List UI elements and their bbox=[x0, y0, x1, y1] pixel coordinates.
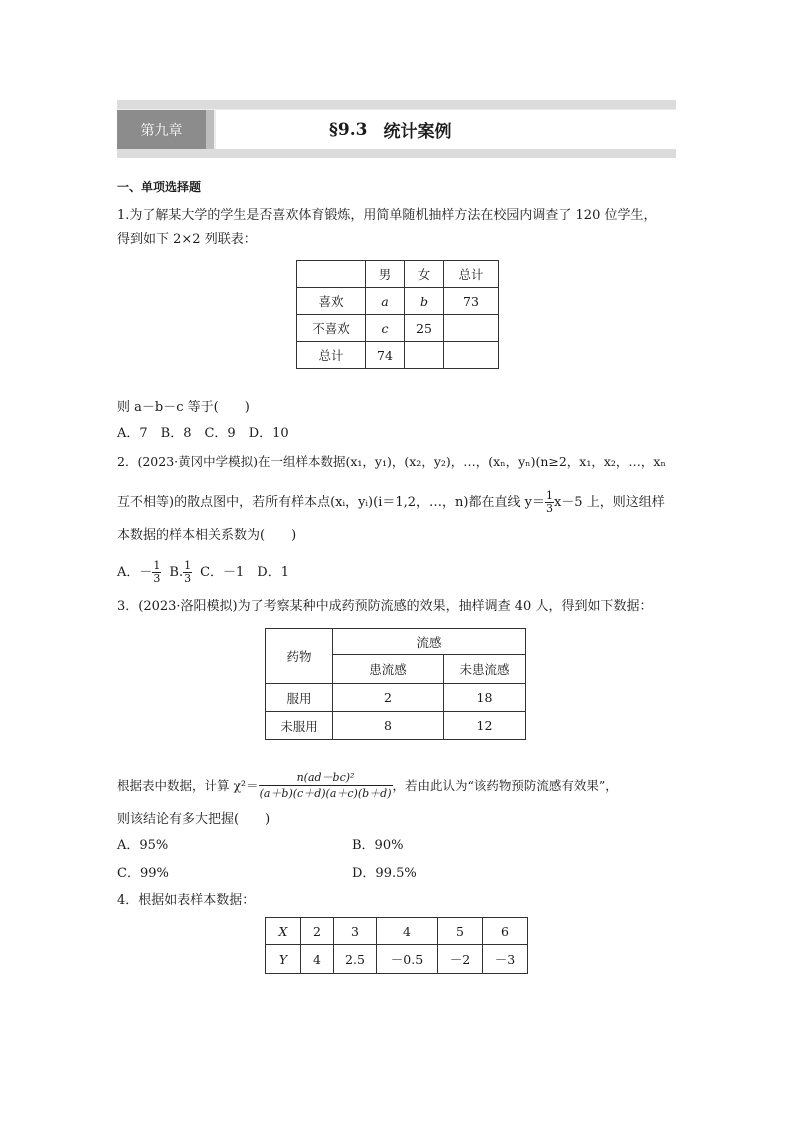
q2-options-cd: C．－1 D．1 bbox=[200, 564, 289, 580]
table-cell: 患流感 bbox=[333, 655, 444, 684]
table-cell bbox=[405, 342, 444, 369]
table-cell: X bbox=[266, 918, 301, 945]
table-cell: 5 bbox=[438, 918, 483, 945]
q2-text-line3: 本数据的样本相关系数为( ) bbox=[117, 528, 297, 543]
q3-option-c: C．99% bbox=[117, 866, 169, 881]
table-row bbox=[297, 261, 499, 288]
q2-text-line2 bbox=[117, 490, 665, 515]
q3-data-table bbox=[265, 628, 526, 740]
table-cell: 女 bbox=[405, 261, 444, 288]
table-cell: －3 bbox=[483, 945, 528, 974]
table-cell: 25 bbox=[405, 315, 444, 342]
table-cell: 2.5 bbox=[334, 945, 377, 974]
table-row bbox=[297, 342, 499, 369]
table-row bbox=[297, 315, 499, 342]
table-row bbox=[266, 629, 526, 655]
table-cell bbox=[444, 315, 499, 342]
chapter-tab: 第九章 bbox=[117, 110, 206, 149]
section-title: 统计案例 bbox=[383, 122, 452, 142]
q1-contingency-table bbox=[296, 260, 499, 369]
table-cell: 服用 bbox=[266, 684, 333, 712]
table-cell: 喜欢 bbox=[297, 288, 366, 315]
q3-text-line1: 3．(2023·洛阳模拟)为了考察某种中成药预防流感的效果，抽样调查 40 人，得到如下数据： bbox=[117, 599, 653, 614]
table-cell: 18 bbox=[444, 684, 526, 712]
q3-formula-prefix: 根据表中数据，计算 χ²＝ bbox=[117, 777, 259, 793]
table-cell: 12 bbox=[444, 712, 526, 740]
q2-options bbox=[117, 560, 289, 585]
q4-text-line1: 4．根据如表样本数据： bbox=[117, 893, 256, 908]
table-cell: 2 bbox=[301, 918, 334, 945]
q3-formula-line bbox=[117, 770, 618, 801]
section-number: §9.3 bbox=[329, 119, 368, 140]
q2-option-b-fraction: $\frac{1}{3}$ bbox=[184, 559, 192, 585]
q3-option-a: A．95% bbox=[117, 838, 169, 853]
q3-formula-suffix: ，若由此认为“该药物预防流感有效果”， bbox=[392, 777, 618, 793]
chi-square-formula: $\frac{\text{n(ad－bc)²}}{(a+b)(c+d)(a+c)(b+d)}$ bbox=[259, 771, 392, 800]
table-cell bbox=[444, 342, 499, 369]
table-cell: a bbox=[366, 288, 405, 315]
table-cell: 总计 bbox=[444, 261, 499, 288]
table-cell: 男 bbox=[366, 261, 405, 288]
q2-text-line1: 2．(2023·黄冈中学模拟)在一组样本数据(x₁，y₁)，(x₂，y₂)，…，(xₙ，yₙ)(n≥2，x₁，x₂，…，xₙ bbox=[117, 454, 666, 469]
table-cell: 4 bbox=[301, 945, 334, 974]
chapter-tab-shadow bbox=[206, 110, 214, 149]
table-cell: 药物 bbox=[266, 629, 333, 684]
table-cell: 8 bbox=[333, 712, 444, 740]
table-cell: －0.5 bbox=[377, 945, 438, 974]
table-cell: 不喜欢 bbox=[297, 315, 366, 342]
table-cell: 未服用 bbox=[266, 712, 333, 740]
q2-option-a-label: A．－ bbox=[117, 564, 153, 580]
table-cell: 4 bbox=[377, 918, 438, 945]
table-cell: 总计 bbox=[297, 342, 366, 369]
table-row bbox=[266, 684, 526, 712]
q1-text-line1: 1.为了解某大学的学生是否喜欢体育锻炼，用简单随机抽样方法在校园内调查了 120 位学生， bbox=[117, 208, 657, 223]
table-cell: c bbox=[366, 315, 405, 342]
q1-question: 则 a－b－c 等于( ) bbox=[117, 400, 250, 415]
q3-question: 则该结论有多大把握( ) bbox=[117, 812, 271, 827]
q2-text-part-b: x－5 上，则这组样 bbox=[553, 494, 665, 510]
table-row bbox=[266, 918, 528, 945]
table-cell: 流感 bbox=[333, 629, 526, 655]
q2-option-a-fraction: $\frac{1}{3}$ bbox=[153, 559, 161, 585]
table-cell bbox=[297, 261, 366, 288]
table-cell: 2 bbox=[333, 684, 444, 712]
table-cell: 3 bbox=[334, 918, 377, 945]
page-title bbox=[216, 110, 676, 149]
q3-option-b: B．90% bbox=[352, 838, 404, 853]
q2-fraction: $\frac{1}{3}$ bbox=[545, 489, 553, 515]
table-cell: 6 bbox=[483, 918, 528, 945]
q4-sample-table bbox=[265, 917, 528, 974]
table-row bbox=[266, 712, 526, 740]
table-cell: b bbox=[405, 288, 444, 315]
table-row bbox=[266, 945, 528, 974]
q1-text-line2: 得到如下 2×2 列联表： bbox=[117, 232, 257, 247]
q1-options: A．7 B．8 C．9 D．10 bbox=[117, 426, 289, 441]
q3-option-d: D．99.5% bbox=[352, 866, 417, 881]
table-cell: 未患流感 bbox=[444, 655, 526, 684]
table-cell: 73 bbox=[444, 288, 499, 315]
header-top-stripe bbox=[117, 100, 676, 109]
section-heading: 一、单项选择题 bbox=[117, 180, 202, 194]
table-cell: 74 bbox=[366, 342, 405, 369]
q2-text-part-a: 互不相等)的散点图中，若所有样本点(xᵢ，yᵢ)(i＝1,2，…，n)都在直线 y＝ bbox=[117, 494, 545, 510]
header-bottom-stripe bbox=[117, 149, 676, 158]
table-row bbox=[297, 288, 499, 315]
table-cell: －2 bbox=[438, 945, 483, 974]
q2-option-b-label: B. bbox=[169, 564, 184, 580]
table-cell: Y bbox=[266, 945, 301, 974]
